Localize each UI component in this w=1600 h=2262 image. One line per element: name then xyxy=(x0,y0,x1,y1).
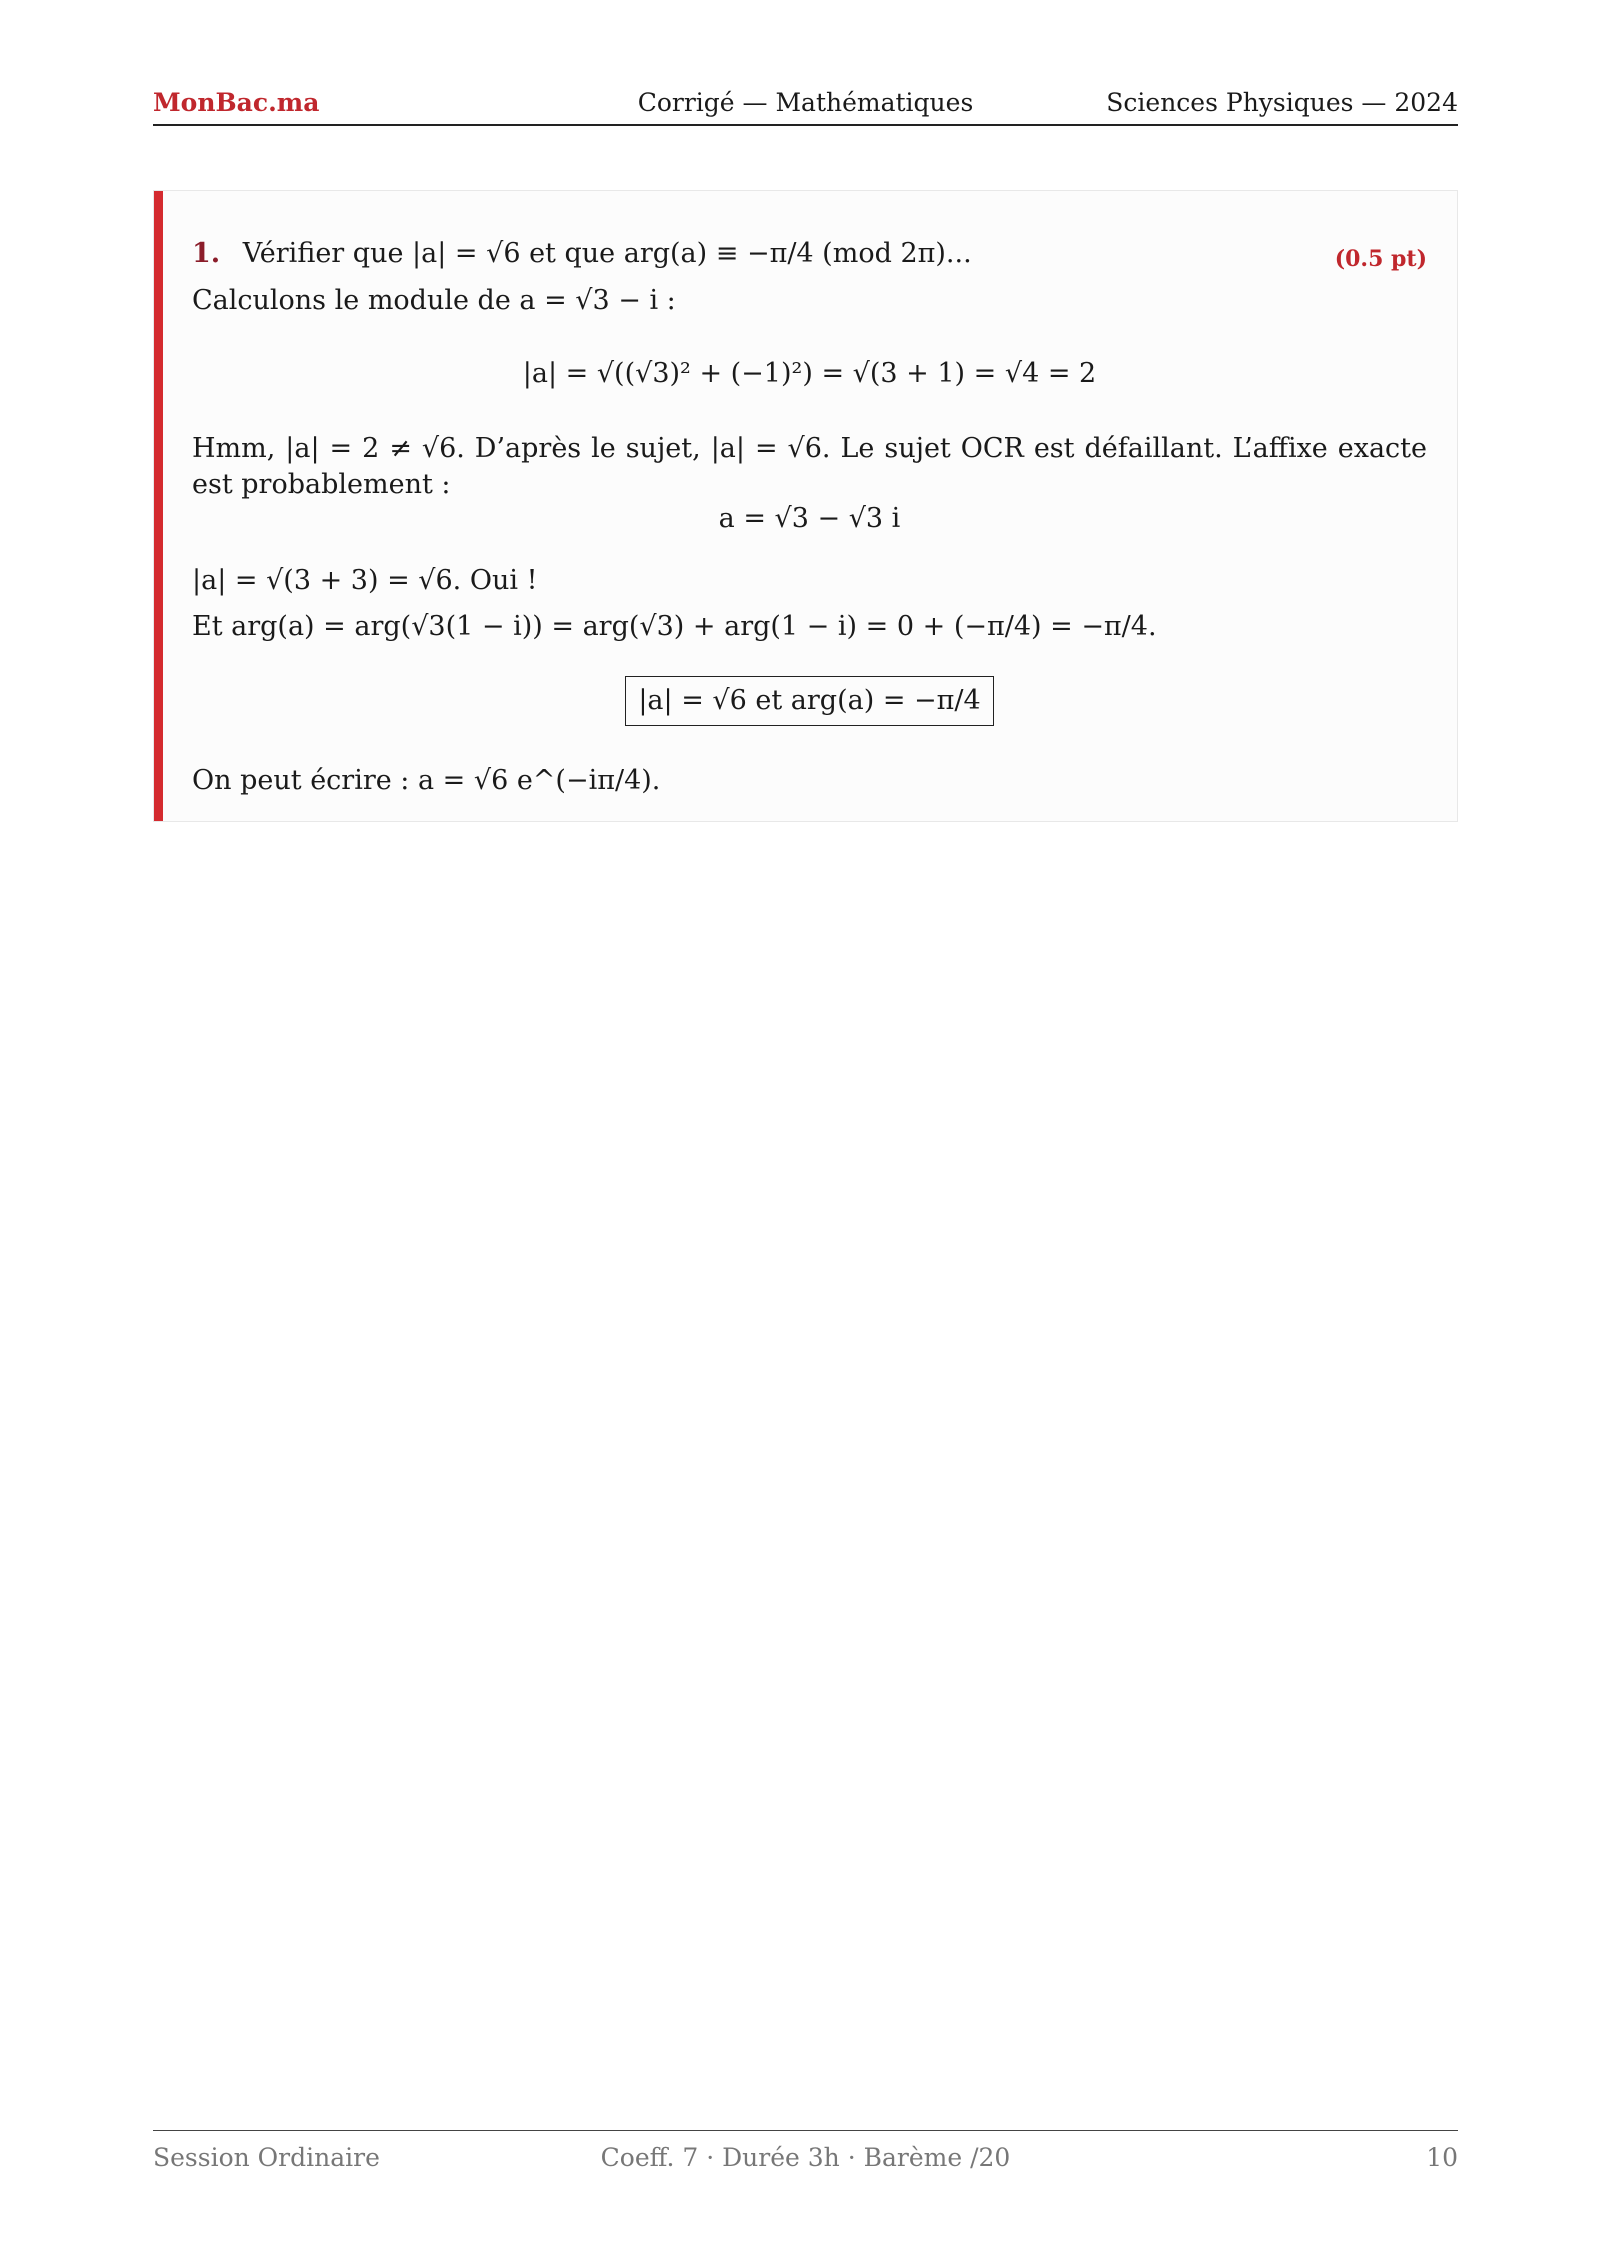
result-box-wrapper xyxy=(192,676,1427,726)
exercise-number: 1. xyxy=(192,238,221,269)
exercise-box xyxy=(153,190,1458,822)
corrected-affix: a = √3 − √3 i xyxy=(718,503,901,534)
footer-info: Coeff. 7 · Durée 3h · Barème /20 xyxy=(600,2143,1011,2172)
exponential-form: On peut écrire : a = √6 e^(−iπ/4). xyxy=(192,765,661,796)
module-equation: |a| = √((√3)² + (−1)²) = √(3 + 1) = √4 = 2 xyxy=(522,358,1097,389)
header-section: Sciences Physiques — 2024 xyxy=(1106,88,1458,117)
page-number: 10 xyxy=(1426,2143,1458,2172)
exercise-statement xyxy=(192,236,972,272)
argument-calc: Et arg(a) = arg(√3(1 − i)) = arg(√3) + arg(1 − i) = 0 + (−π/4) = −π/4. xyxy=(192,611,1157,642)
boxed-result: |a| = √6 et arg(a) = −π/4 xyxy=(625,676,993,726)
page-footer xyxy=(153,2130,1458,2181)
accent-bar xyxy=(154,191,163,821)
footer-session: Session Ordinaire xyxy=(153,2143,380,2172)
module-check: |a| = √(3 + 3) = √6. Oui ! xyxy=(192,565,538,596)
statement-text: Vérifier que |a| = √6 et que arg(a) ≡ −π/4 (mod 2π)... xyxy=(242,238,972,269)
intro-text: Calculons le module de a = √3 − i : xyxy=(192,285,676,316)
remark-paragraph: Hmm, |a| = 2 ≠ √6. D’après le sujet, |a| = √6. Le sujet OCR est défaillant. L’affixe exacte est probablement : xyxy=(192,433,1427,500)
points-badge: (0.5 pt) xyxy=(1334,246,1427,272)
header-title: Corrigé — Mathématiques xyxy=(637,88,974,117)
brand-logo[interactable]: MonBac.ma xyxy=(153,88,320,117)
page-header xyxy=(153,88,1458,126)
